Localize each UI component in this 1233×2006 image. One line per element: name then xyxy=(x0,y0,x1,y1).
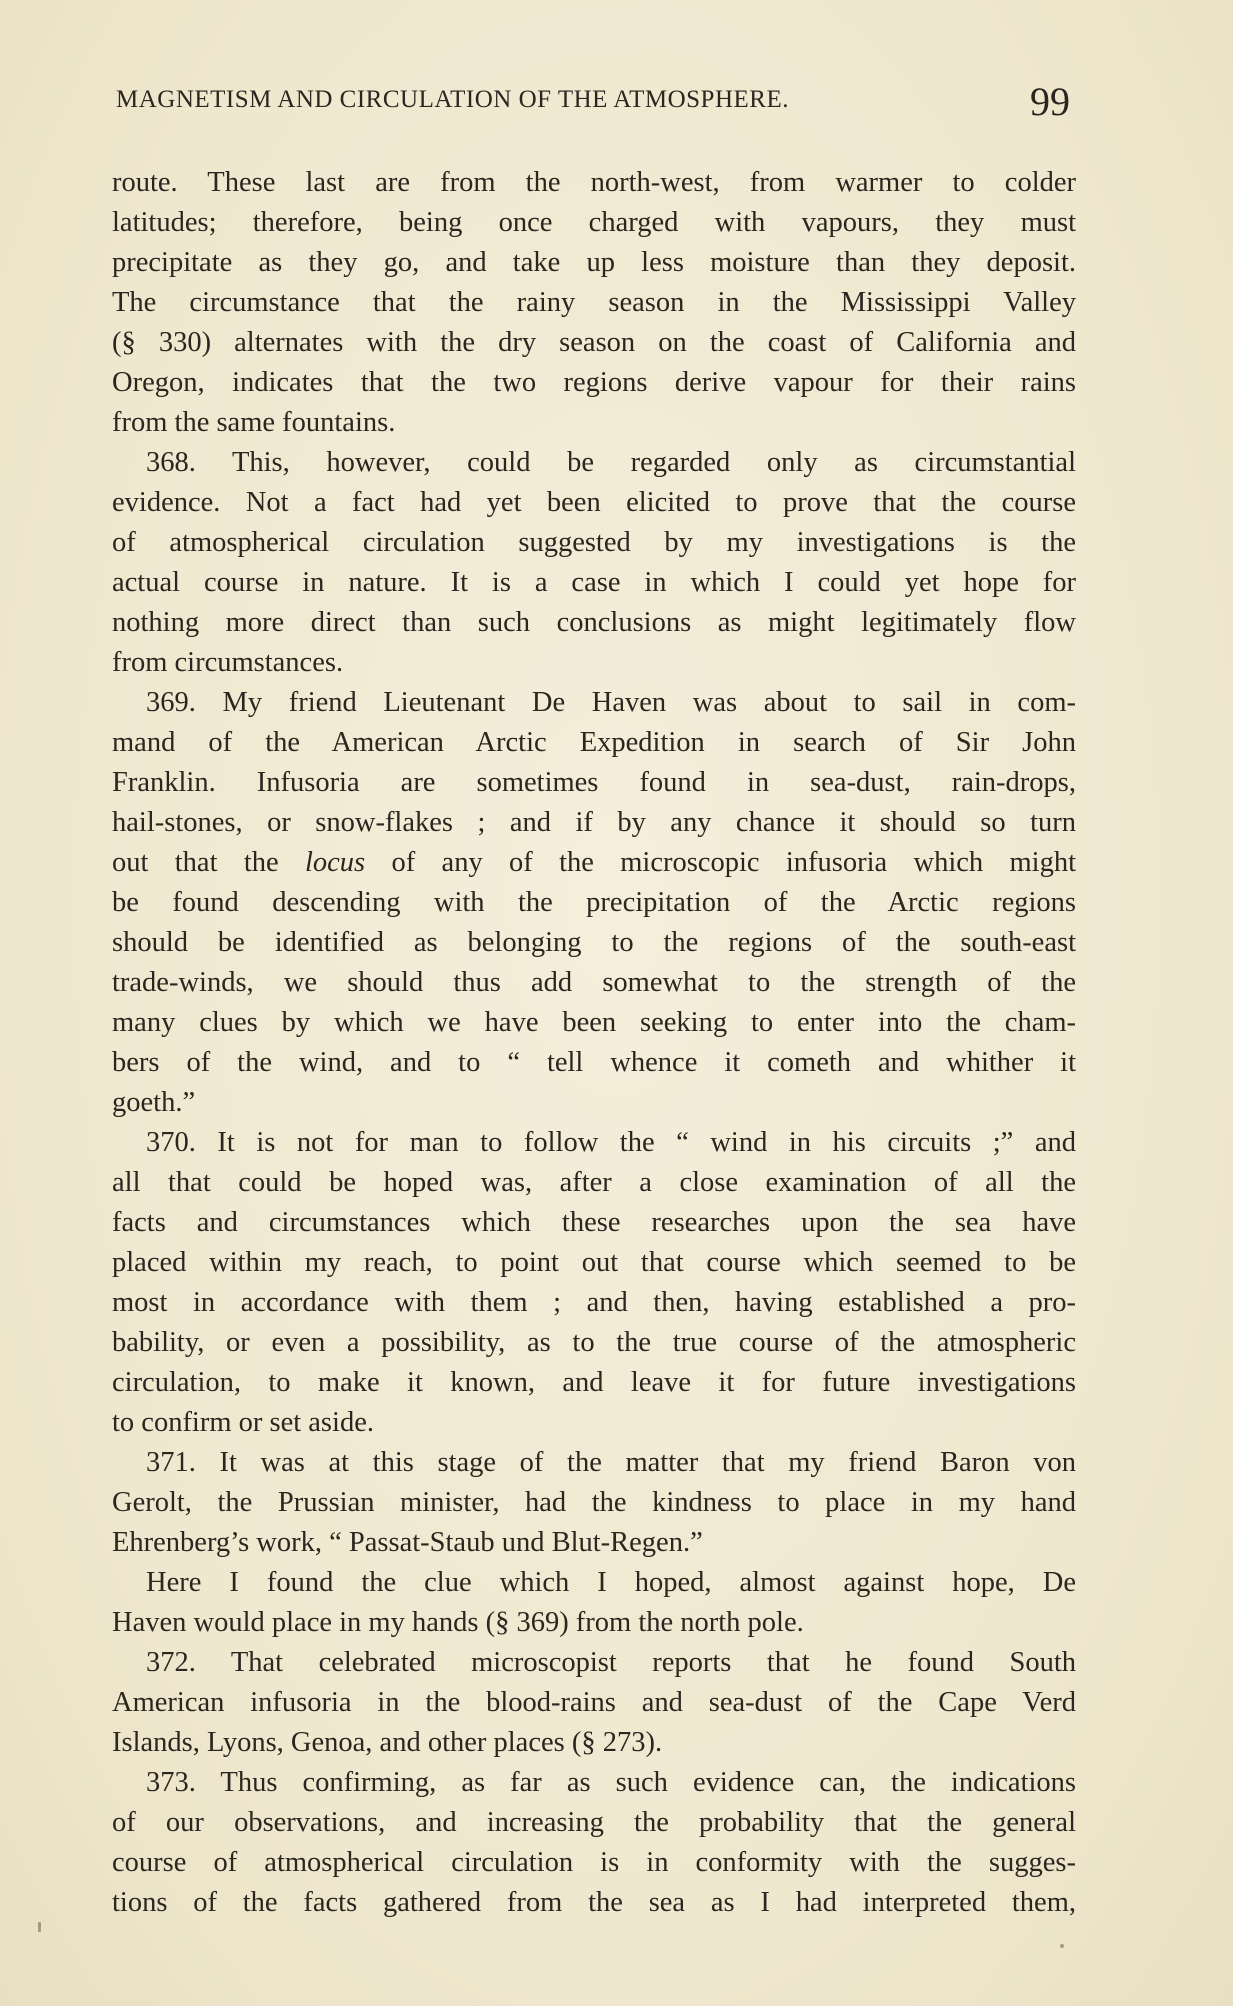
text-line: (§ 330) alternates with the dry season on the coast of California and xyxy=(112,327,1076,358)
text-line: Oregon, indicates that the two regions derive vapour for their rains xyxy=(112,367,1076,398)
text-line: out that the locus of any of the microscopic infusoria which might xyxy=(112,847,1076,878)
text-line: nothing more direct than such conclusions as might legitimately flow xyxy=(112,607,1076,638)
text-line: Franklin. Infusoria are sometimes found in sea-dust, rain-drops, xyxy=(112,767,1076,798)
text-line: American infusoria in the blood-rains and sea-dust of the Cape Verd xyxy=(112,1687,1076,1718)
text-line: course of atmospherical circulation is in conformity with the sugges- xyxy=(112,1847,1076,1878)
paper-speck xyxy=(38,1922,41,1932)
text-line: circulation, to make it known, and leave it for future investigations xyxy=(112,1367,1076,1398)
text-line: of our observations, and increasing the probability that the general xyxy=(112,1807,1076,1838)
text-line: Islands, Lyons, Genoa, and other places (§ 273). xyxy=(112,1727,663,1758)
text-line: Here I found the clue which I hoped, almost against hope, De xyxy=(146,1567,1076,1598)
text-line: 370. It is not for man to follow the “ wind in his circuits ;” and xyxy=(146,1127,1076,1158)
text-line: Haven would place in my hands (§ 369) from the north pole. xyxy=(112,1607,804,1638)
text-line: evidence. Not a fact had yet been elicited to prove that the course xyxy=(112,487,1076,518)
text-line: should be identified as belonging to the regions of the south-east xyxy=(112,927,1076,958)
body-text xyxy=(112,163,1076,1923)
page-number: 99 xyxy=(1030,79,1070,124)
text-line: The circumstance that the rainy season in the Mississippi Valley xyxy=(112,287,1076,318)
text-line: latitudes; therefore, being once charged with vapours, they must xyxy=(112,207,1076,238)
text-line: 371. It was at this stage of the matter that my friend Baron von xyxy=(146,1447,1076,1478)
text-line: 373. Thus confirming, as far as such evidence can, the indications xyxy=(146,1767,1076,1798)
text-line: Ehrenberg’s work, “ Passat-Staub und Blut-Regen.” xyxy=(112,1527,703,1558)
running-title: MAGNETISM AND CIRCULATION OF THE ATMOSPHERE. xyxy=(116,86,789,113)
text-line: bability, or even a possibility, as to the true course of the atmospheric xyxy=(112,1327,1076,1358)
text-line: 369. My friend Lieutenant De Haven was about to sail in com- xyxy=(146,687,1076,718)
text-line: be found descending with the precipitation of the Arctic regions xyxy=(112,887,1076,918)
paper-speck xyxy=(1060,1944,1064,1948)
text-line: 368. This, however, could be regarded only as circumstantial xyxy=(146,447,1076,478)
page-header xyxy=(112,79,1076,126)
text-line: mand of the American Arctic Expedition in search of Sir John xyxy=(112,727,1076,758)
text-line: actual course in nature. It is a case in which I could yet hope for xyxy=(112,567,1076,598)
text-line: to confirm or set aside. xyxy=(112,1407,374,1438)
text-line: all that could be hoped was, after a close examination of all the xyxy=(112,1167,1076,1198)
text-line: of atmospherical circulation suggested by my investigations is the xyxy=(112,527,1076,558)
text-line: precipitate as they go, and take up less moisture than they deposit. xyxy=(112,247,1076,278)
text-line: facts and circumstances which these researches upon the sea have xyxy=(112,1207,1076,1238)
text-line: from circumstances. xyxy=(112,647,344,678)
text-line: route. These last are from the north-west, from warmer to colder xyxy=(112,167,1076,198)
text-line: hail-stones, or snow-flakes ; and if by any chance it should so turn xyxy=(112,807,1076,838)
text-line: goeth.” xyxy=(112,1087,196,1118)
text-line: trade-winds, we should thus add somewhat to the strength of the xyxy=(112,967,1076,998)
text-line: tions of the facts gathered from the sea as I had interpreted them, xyxy=(112,1887,1076,1918)
text-line: many clues by which we have been seeking to enter into the cham- xyxy=(112,1007,1076,1038)
text-line: Gerolt, the Prussian minister, had the kindness to place in my hand xyxy=(112,1487,1076,1518)
text-line: placed within my reach, to point out that course which seemed to be xyxy=(112,1247,1076,1278)
text-line: 372. That celebrated microscopist reports that he found South xyxy=(146,1647,1076,1678)
text-line: from the same fountains. xyxy=(112,407,396,438)
text-line: most in accordance with them ; and then, having established a pro- xyxy=(112,1287,1076,1318)
text-line: bers of the wind, and to “ tell whence it cometh and whither it xyxy=(112,1047,1076,1078)
